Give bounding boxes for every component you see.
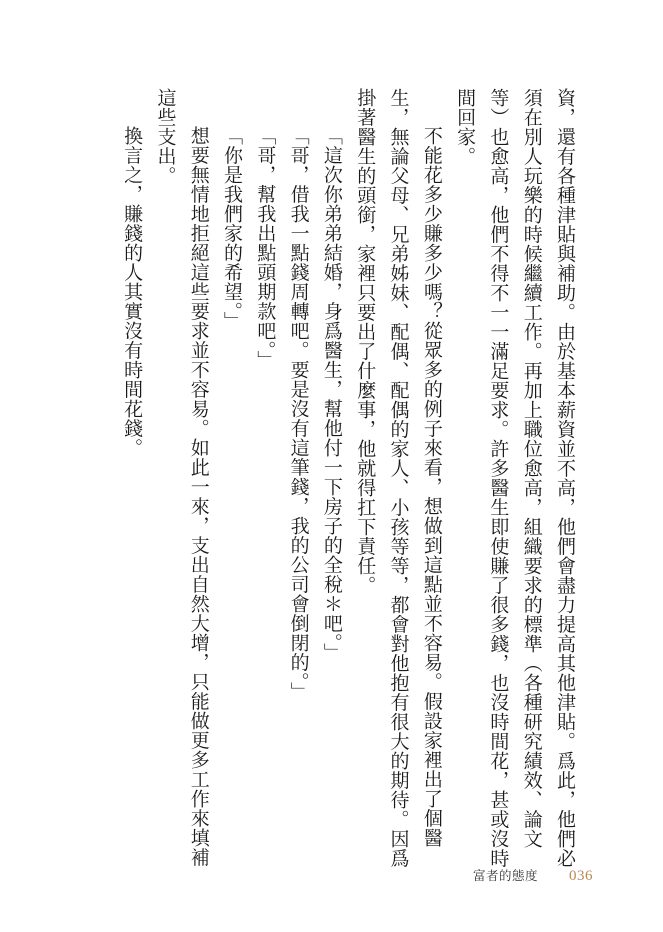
quote-line: 「哥，幫我出點頭期款吧。」: [254, 126, 277, 370]
paragraph: 不能花多少賺多少嗎？從眾多的例子來看，想做到這點並不容易。假設家裡出了個醫生，無論父母、兄弟姊妹、配偶、配偶的家人、小孩等等，都會對他抱有很大的期待。因爲掛著醫生的頭銜，家裡只要出了什麼事，他就得扛下責任。: [354, 88, 443, 868]
page-footer: [0, 864, 663, 888]
page-number: 036: [569, 868, 593, 884]
running-footer-title: 富者的態度: [472, 868, 538, 883]
quote-line: 「哥，借我一點錢周轉吧。要是沒有這筆錢，我的公司會倒閉的。」: [287, 126, 310, 702]
quote-line: 「這次你弟弟結婚，身爲醫生，幫他付一下房子的全稅＊吧。」: [320, 126, 343, 663]
vertical-body-text: [61, 88, 581, 868]
quote-line: 「你是我們家的希望。」: [221, 126, 244, 331]
paragraph: 換言之，賺錢的人其實沒有時間花錢。: [121, 126, 144, 458]
paragraph-continuation: 資，還有各種津貼與補助。由於基本薪資並不高，他們會盡力提高其他津貼。爲此，他們必須在別人玩樂的時候繼續工作。再加上職位愈高，組織要求的標準（各種研究績效、論文等）也愈高，他們不得不一一滿足要求。許多醫生即使賺了很多錢，也沒時間花，甚或沒時間回家。: [454, 88, 576, 868]
paragraph: 想要無情地拒絕這些要求並不容易。如此一來，支出自然大增，只能做更多工作來填補這些支出。: [154, 88, 210, 867]
